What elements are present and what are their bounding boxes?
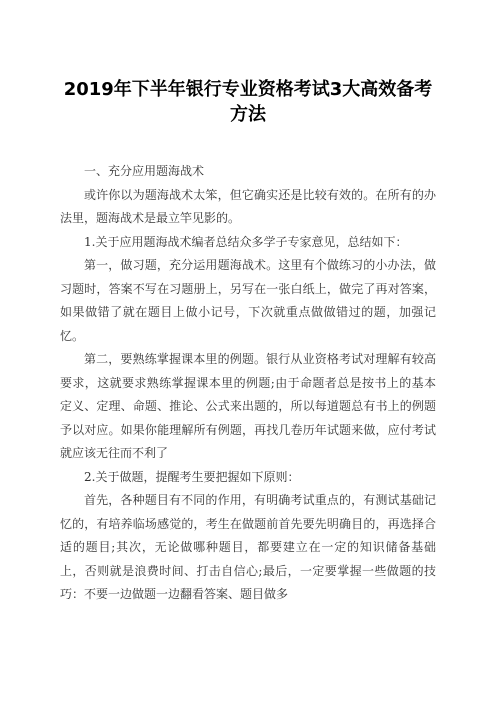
paragraph: 第二，要熟练掌握课本里的例题。银行从业资格考试对理解有较高要求，这就要求熟练掌握课本里的例题;由于命题者总是按书上的基本定义、定理、命题、推论、公式来出题的，所以每道题总有书上的例题予以对应。如果你能理解所有例题，再找几卷历年试题来做，应付考试就应该无往而不利了 bbox=[60, 352, 436, 460]
paragraph: 或许你以为题海战术太笨，但它确实还是比较有效的。在所有的办法里，题海战术是最立竿见影的。 bbox=[60, 187, 436, 225]
paragraph: 第一，做习题，充分运用题海战术。这里有个做练习的小办法，做习题时，答案不写在习题册上，另写在一张白纸上，做完了再对答案，如果做错了就在题目上做小记号，下次就重点做做错过的题，加强记忆。 bbox=[60, 258, 436, 343]
paragraph: 首先，各种题目有不同的作用，有明确考试重点的，有测试基础记忆的，有培养临场感觉的，考生在做题前首先要先明确目的，再选择合适的题目;其次，无论做哪种题目，都要建立在一定的知识储备基础上，否则就是浪费时间、打击自信心;最后，一定要掌握一些做题的技巧：不要一边做题一边翻看答案、题目做多 bbox=[60, 493, 436, 601]
subsection-heading: 2.关于做题，提醒考生要把握如下原则： bbox=[84, 469, 300, 484]
section-heading: 一、充分应用题海战术 bbox=[84, 164, 205, 178]
document-body bbox=[60, 160, 436, 607]
document-title: 2019年下半年银行专业资格考试3大高效备考方法 bbox=[63, 79, 433, 125]
subsection-heading: 1.关于应用题海战术编者总结众多学子专家意见，总结如下： bbox=[84, 234, 408, 249]
